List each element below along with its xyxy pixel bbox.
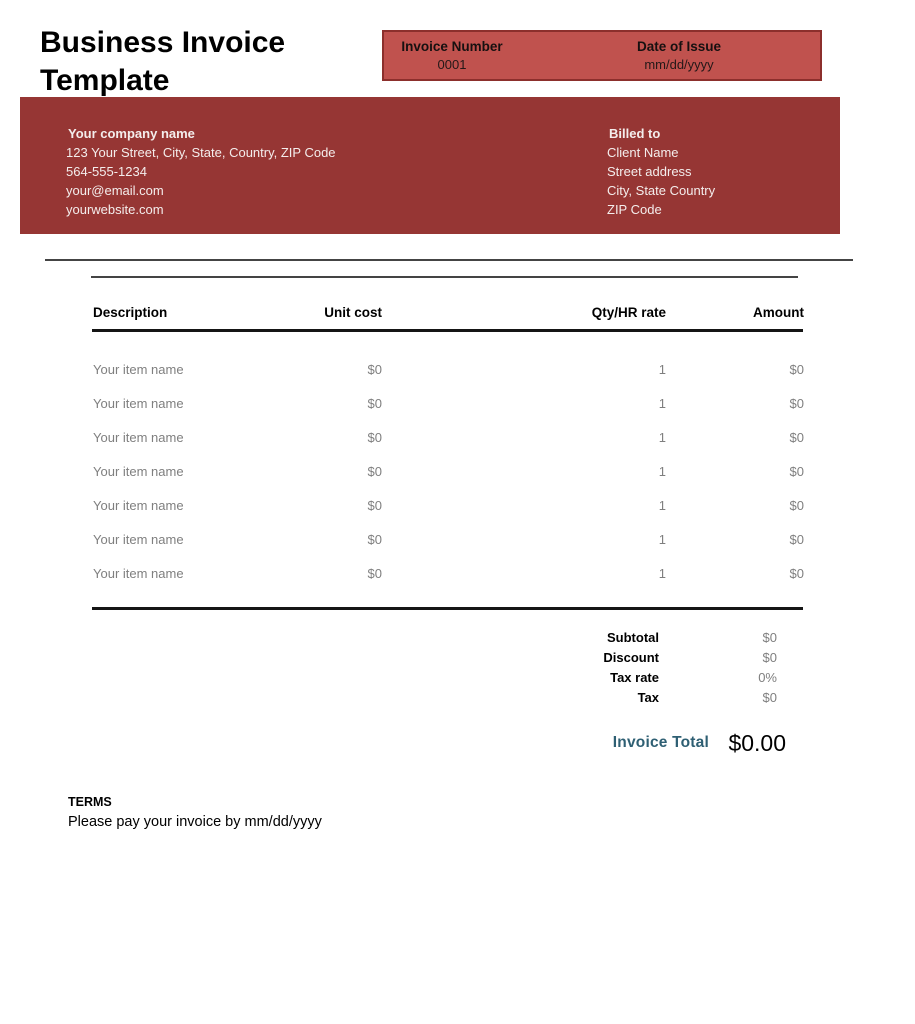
discount-row: [92, 647, 803, 667]
invoice-number-cell: [392, 32, 512, 79]
divider-rule-outer: [45, 259, 853, 261]
divider-rule-inner: [91, 276, 798, 278]
date-of-issue-label: Date of Issue: [636, 39, 722, 54]
item-description: Your item name: [93, 361, 184, 377]
tax-row: [92, 687, 803, 707]
item-amount: $0: [789, 361, 804, 377]
company-name: Your company name: [68, 126, 195, 141]
item-description: Your item name: [93, 531, 184, 547]
item-amount: $0: [789, 395, 804, 411]
item-unit-cost: $0: [367, 531, 382, 547]
terms-text: Please pay your invoice by mm/dd/yyyy: [68, 814, 322, 830]
client-name: Client Name: [607, 145, 679, 160]
client-zip: ZIP Code: [607, 202, 662, 217]
item-description: Your item name: [93, 463, 184, 479]
tax-rate-value: 0%: [758, 669, 777, 685]
discount-value: $0: [762, 649, 777, 665]
terms-heading: TERMS: [68, 795, 112, 809]
discount-label: Discount: [603, 649, 659, 665]
invoice-number-value: 0001: [437, 57, 467, 72]
tax-label: Tax: [637, 689, 659, 705]
item-description: Your item name: [93, 565, 184, 581]
item-qty: 1: [658, 395, 666, 411]
table-row: [92, 522, 803, 556]
tax-rate-row: [92, 667, 803, 687]
tax-value: $0: [762, 689, 777, 705]
table-row: [92, 488, 803, 522]
invoice-number-label: Invoice Number: [401, 39, 503, 54]
terms-section: [68, 795, 322, 830]
company-website: yourwebsite.com: [66, 202, 164, 217]
page-title: Business Invoice Template: [40, 26, 286, 97]
item-unit-cost: $0: [367, 429, 382, 445]
invoice-meta-box: [382, 30, 822, 81]
invoice-total-row: [92, 729, 803, 757]
item-qty: 1: [658, 429, 666, 445]
items-table-header: [92, 300, 803, 332]
item-unit-cost: $0: [367, 395, 382, 411]
table-row: [92, 420, 803, 454]
item-qty: 1: [658, 463, 666, 479]
billed-to-info: [607, 124, 715, 219]
item-unit-cost: $0: [367, 565, 382, 581]
client-city-state: City, State Country: [607, 183, 716, 198]
header-qty-hr-rate: Qty/HR rate: [591, 305, 666, 320]
item-amount: $0: [789, 531, 804, 547]
invoice-total-label: Invoice Total: [612, 734, 709, 751]
subtotal-value: $0: [762, 629, 777, 645]
subtotal-label: Subtotal: [607, 629, 659, 645]
company-email: your@email.com: [66, 183, 164, 198]
table-row: [92, 454, 803, 488]
header-amount: Amount: [753, 305, 804, 320]
billed-to-label: Billed to: [609, 126, 661, 141]
item-qty: 1: [658, 531, 666, 547]
item-amount: $0: [789, 463, 804, 479]
item-amount: $0: [789, 429, 804, 445]
item-unit-cost: $0: [367, 361, 382, 377]
subtotal-row: [92, 627, 803, 647]
header-description: Description: [93, 305, 168, 320]
company-phone: 564-555-1234: [66, 164, 147, 179]
company-info: [66, 124, 336, 219]
item-unit-cost: $0: [367, 463, 382, 479]
item-unit-cost: $0: [367, 497, 382, 513]
header-unit-cost: Unit cost: [324, 305, 382, 320]
client-street: Street address: [607, 164, 692, 179]
totals-section: [92, 627, 803, 707]
item-amount: $0: [789, 497, 804, 513]
company-address-line: 123 Your Street, City, State, Country, ZIP Code: [66, 145, 336, 160]
item-description: Your item name: [93, 497, 184, 513]
address-banner: [20, 97, 840, 234]
item-description: Your item name: [93, 395, 184, 411]
date-of-issue-cell: [599, 32, 759, 79]
table-row: [92, 556, 803, 590]
item-amount: $0: [789, 565, 804, 581]
table-row: [92, 386, 803, 420]
table-bottom-rule: [92, 607, 803, 610]
items-table-body: [92, 352, 803, 590]
item-qty: 1: [658, 361, 666, 377]
item-qty: 1: [658, 565, 666, 581]
item-qty: 1: [658, 497, 666, 513]
item-description: Your item name: [93, 429, 184, 445]
tax-rate-label: Tax rate: [610, 669, 659, 685]
invoice-total-value: $0.00: [728, 729, 786, 756]
date-of-issue-value: mm/dd/yyyy: [644, 57, 714, 72]
table-row: [92, 352, 803, 386]
items-table: [92, 300, 803, 610]
